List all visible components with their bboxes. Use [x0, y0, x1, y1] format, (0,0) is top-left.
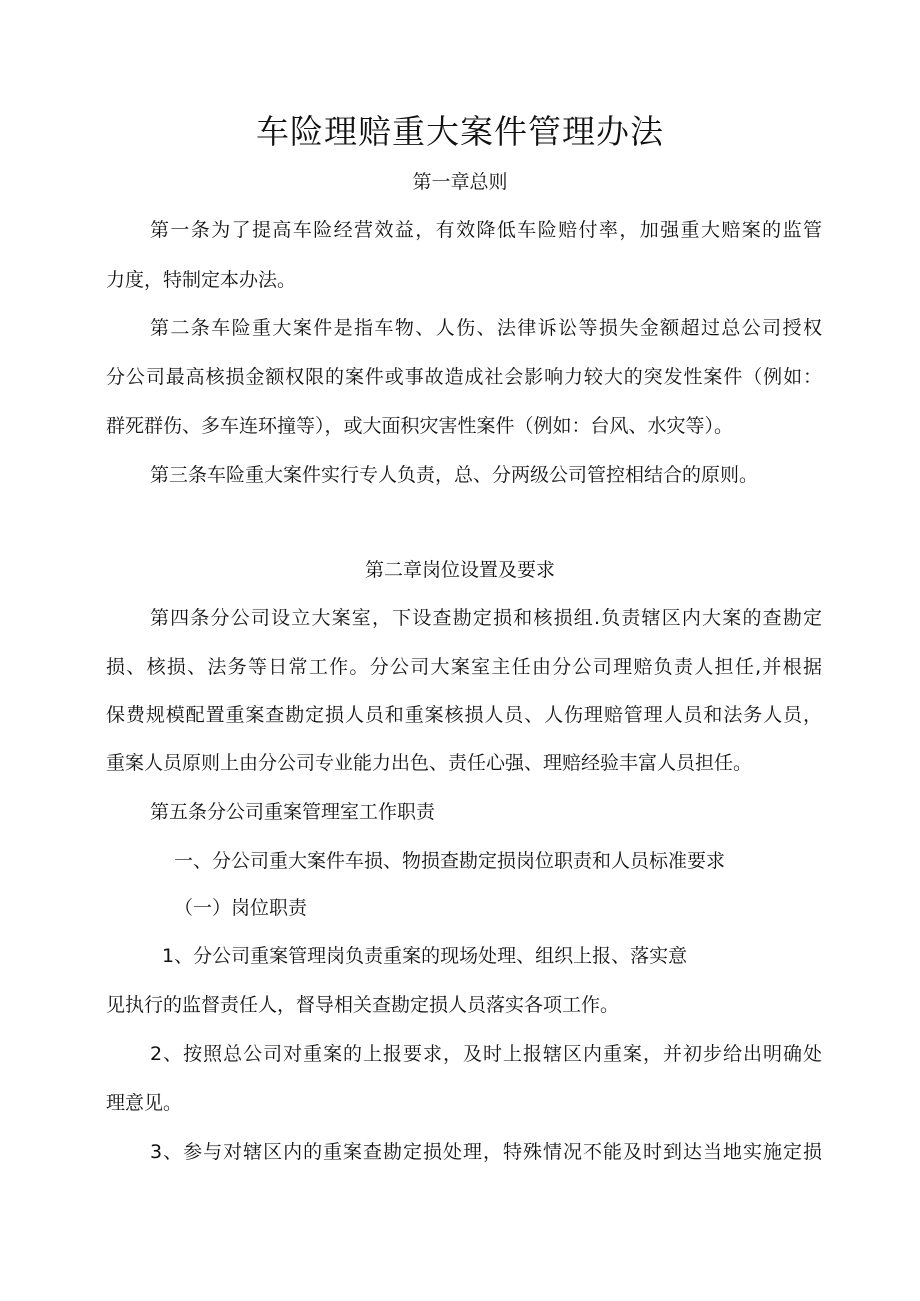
document-title: 车险理赔重大案件管理办法 — [256, 112, 664, 151]
article-2-line-1: 第二条车险重大案件是指车物、人伤、法律诉讼等损失金额超过总公司授权 — [150, 317, 822, 339]
article-4-line-1: 第四条分公司设立大案室，下设查勘定损和核损组.负责辖区内大案的查勘定 — [150, 607, 822, 629]
chapter-1-heading: 第一章总则 — [412, 171, 508, 193]
article-2-line-3: 群死群伤、多车连环撞等），或大面积灾害性案件（例如：台风、水灾等）。 — [106, 415, 734, 437]
item-2-line-1: 2、按照总公司对重案的上报要求，及时上报辖区内重案，并初步给出明确处 — [150, 1043, 822, 1065]
article-4-line-3: 保费规模配置重案查勘定损人员和重案核损人员、人伤理赔管理人员和法务人员， — [106, 704, 822, 726]
article-1-line-1: 第一条为了提高车险经营效益，有效降低车险赔付率，加强重大赔案的监管 — [150, 219, 822, 241]
article-4-line-2: 损、核损、法务等日常工作。分公司大案室主任由分公司理赔负责人担任,并根据 — [106, 656, 822, 678]
subsection-1-heading: （一）岗位职责 — [174, 897, 308, 919]
article-1-line-2: 力度，特制定本办法。 — [106, 269, 297, 291]
item-1-line-2: 见执行的监督责任人，督导相关查勘定损人员落实各项工作。 — [106, 994, 620, 1016]
article-4-line-4: 重案人员原则上由分公司专业能力出色、责任心强、理赔经验丰富人员担任。 — [106, 752, 753, 774]
article-3: 第三条车险重大案件实行专人负责，总、分两级公司管控相结合的原则。 — [150, 464, 759, 486]
chapter-2-heading: 第二章岗位设置及要求 — [364, 559, 555, 581]
section-1-heading: 一、分公司重大案件车损、物损查勘定损岗位职责和人员标准要求 — [174, 850, 726, 872]
item-2-line-2: 理意见。 — [106, 1092, 183, 1114]
article-2-line-2: 分公司最高核损金额权限的案件或事故造成社会影响力较大的突发性案件（例如： — [106, 366, 822, 388]
item-3-line-1: 3、参与对辖区内的重案查勘定损处理，特殊情况不能及时到达当地实施定损 — [150, 1141, 822, 1163]
item-1-line-1: 1、分公司重案管理岗负责重案的现场处理、组织上报、落实意 — [162, 945, 688, 967]
article-5: 第五条分公司重案管理室工作职责 — [150, 801, 436, 823]
